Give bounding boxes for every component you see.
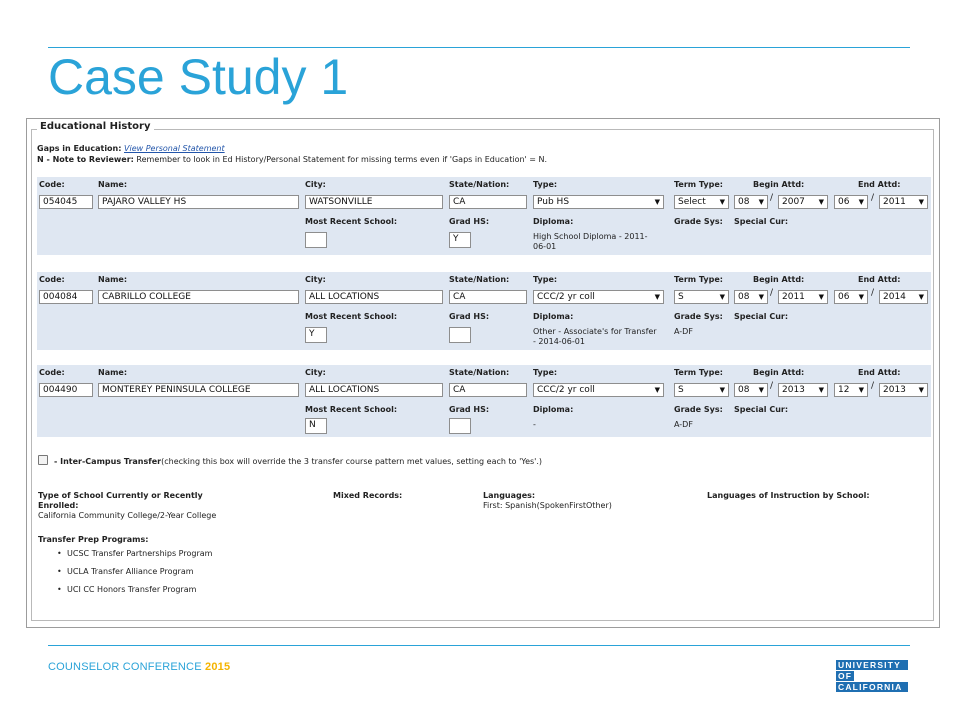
diploma-value-line1: Other - Associate's for Transfer — [533, 327, 657, 336]
dropdown-arrow-icon: ▼ — [858, 198, 864, 206]
most-recent-label: Most Recent School: — [305, 217, 398, 226]
city-input[interactable]: ALL LOCATIONS — [305, 383, 443, 397]
grade-sys-label: Grade Sys: — [674, 312, 723, 321]
city-input[interactable]: WATSONVILLE — [305, 195, 443, 209]
languages-value: First: Spanish(SpokenFirstOther) — [483, 501, 612, 510]
footer-conference-label: COUNSELOR CONFERENCE — [48, 661, 202, 673]
diploma-label: Diploma: — [533, 217, 574, 226]
grad-hs-input[interactable] — [449, 418, 471, 434]
name-label: Name: — [98, 368, 128, 377]
inter-campus-transfer-label: - Inter-Campus Transfer — [54, 457, 162, 466]
logo-line-california: CALIFORNIA — [836, 682, 908, 692]
end-month-value: 06 — [838, 292, 850, 302]
most-recent-label: Most Recent School: — [305, 312, 398, 321]
type-select[interactable] — [533, 290, 664, 304]
name-input[interactable]: PAJARO VALLEY HS — [98, 195, 299, 209]
list-item: • UCI CC Honors Transfer Program — [57, 585, 212, 603]
term-type-value: S — [678, 292, 684, 302]
school-type-label-line1: Type of School Currently or Recently — [38, 491, 203, 500]
dropdown-arrow-icon: ▼ — [858, 386, 864, 394]
name-label: Name: — [98, 275, 128, 284]
gaps-info — [37, 143, 547, 165]
transfer-prep-heading — [38, 535, 148, 545]
code-input[interactable]: 054045 — [39, 195, 93, 209]
term-type-value: S — [678, 385, 684, 395]
uc-logo — [836, 660, 908, 693]
begin-year-value: 2011 — [782, 292, 805, 302]
end-month-value: 06 — [838, 197, 850, 207]
footer-conference — [48, 661, 230, 673]
dropdown-arrow-icon: ▼ — [719, 386, 725, 394]
end-attd-label: End Attd: — [858, 180, 901, 189]
city-input[interactable]: ALL LOCATIONS — [305, 290, 443, 304]
end-month-value: 12 — [838, 385, 850, 395]
begin-month-value: 08 — [738, 385, 750, 395]
list-item: • UCLA Transfer Alliance Program — [57, 567, 212, 585]
grad-hs-label: Grad HS: — [449, 217, 490, 226]
city-label: City: — [305, 180, 326, 189]
name-input[interactable]: MONTEREY PENINSULA COLLEGE — [98, 383, 299, 397]
note-prefix: N - Note to Reviewer: — [37, 155, 134, 164]
term-type-select[interactable] — [674, 195, 729, 209]
type-label: Type: — [533, 180, 558, 189]
begin-month-select[interactable] — [734, 290, 768, 304]
logo-line-of: OF — [838, 671, 853, 681]
term-type-value: Select — [678, 197, 706, 207]
inter-campus-transfer-note: (checking this box will override the 3 transfer course pattern met values, setting each to 'Yes'.) — [161, 457, 543, 466]
languages-label: Languages: — [483, 491, 536, 500]
section-legend: Educational History — [37, 121, 154, 132]
dropdown-arrow-icon: ▼ — [918, 386, 924, 394]
begin-year-select[interactable] — [778, 290, 828, 304]
logo-line-university: UNIVERSITY — [836, 660, 908, 670]
begin-year-value: 2013 — [782, 385, 805, 395]
grad-hs-label: Grad HS: — [449, 312, 490, 321]
begin-month-select[interactable] — [734, 383, 768, 397]
special-cur-label: Special Cur: — [734, 405, 789, 414]
city-label: City: — [305, 275, 326, 284]
end-year-value: 2014 — [883, 292, 906, 302]
dropdown-arrow-icon: ▼ — [719, 198, 725, 206]
state-label: State/Nation: — [449, 180, 510, 189]
term-type-label: Term Type: — [674, 180, 723, 189]
dropdown-arrow-icon: ▼ — [818, 198, 824, 206]
most-recent-input[interactable] — [305, 232, 327, 248]
begin-year-select[interactable] — [778, 383, 828, 397]
city-label: City: — [305, 368, 326, 377]
dropdown-arrow-icon: ▼ — [818, 293, 824, 301]
date-separator: / — [770, 381, 774, 391]
end-month-select[interactable] — [834, 195, 868, 209]
state-input[interactable]: CA — [449, 195, 527, 209]
type-value: CCC/2 yr coll — [537, 292, 595, 302]
date-separator: / — [770, 193, 774, 203]
dropdown-arrow-icon: ▼ — [818, 386, 824, 394]
transfer-prep-label: Transfer Prep Programs: — [38, 535, 149, 544]
term-type-select[interactable] — [674, 290, 729, 304]
grade-sys-label: Grade Sys: — [674, 217, 723, 226]
state-input[interactable]: CA — [449, 383, 527, 397]
begin-year-value: 2007 — [782, 197, 805, 207]
bottom-rule — [48, 645, 910, 646]
list-item: • UCSC Transfer Partnerships Program — [57, 549, 212, 567]
term-type-select[interactable] — [674, 383, 729, 397]
dropdown-arrow-icon: ▼ — [654, 293, 660, 301]
diploma-label: Diploma: — [533, 312, 574, 321]
dropdown-arrow-icon: ▼ — [719, 293, 725, 301]
end-month-select[interactable] — [834, 383, 868, 397]
school-record — [37, 177, 931, 255]
diploma-value-line2: - 2014-06-01 — [533, 337, 585, 346]
view-personal-statement-link[interactable]: View Personal Statement — [124, 144, 225, 153]
inter-campus-transfer-checkbox[interactable] — [38, 455, 48, 465]
school-record — [37, 365, 931, 437]
type-select[interactable] — [533, 195, 664, 209]
school-record — [37, 272, 931, 350]
mixed-records-label: Mixed Records: — [333, 491, 403, 500]
code-input[interactable]: 004084 — [39, 290, 93, 304]
state-label: State/Nation: — [449, 275, 510, 284]
grad-hs-input[interactable] — [449, 327, 471, 343]
languages-block — [483, 491, 612, 511]
term-type-label: Term Type: — [674, 368, 723, 377]
type-select[interactable] — [533, 383, 664, 397]
diploma-value-line1: - — [533, 420, 536, 429]
type-label: Type: — [533, 368, 558, 377]
begin-attd-label: Begin Attd: — [753, 180, 805, 189]
state-label: State/Nation: — [449, 368, 510, 377]
end-attd-label: End Attd: — [858, 368, 901, 377]
begin-month-select[interactable] — [734, 195, 768, 209]
dropdown-arrow-icon: ▼ — [758, 198, 764, 206]
transfer-prep-list — [57, 549, 212, 603]
code-label: Code: — [39, 275, 65, 284]
name-input[interactable]: CABRILLO COLLEGE — [98, 290, 299, 304]
diploma-value-line1: High School Diploma - 2011- — [533, 232, 648, 241]
most-recent-label: Most Recent School: — [305, 405, 398, 414]
term-type-label: Term Type: — [674, 275, 723, 284]
date-separator: / — [770, 288, 774, 298]
type-label: Type: — [533, 275, 558, 284]
begin-attd-label: Begin Attd: — [753, 275, 805, 284]
grade-sys-value: A-DF — [674, 420, 693, 429]
diploma-value-line2: 06-01 — [533, 242, 557, 251]
most-recent-input[interactable]: N — [305, 418, 327, 434]
school-type-label-line2: Enrolled: — [38, 501, 79, 510]
slide-title: Case Study 1 — [48, 49, 349, 105]
mixed-records-block — [333, 491, 402, 501]
note-text: Remember to look in Ed History/Personal Statement for missing terms even if 'Gaps in Education' = N. — [136, 155, 548, 164]
diploma-label: Diploma: — [533, 405, 574, 414]
end-month-select[interactable] — [834, 290, 868, 304]
dropdown-arrow-icon: ▼ — [858, 293, 864, 301]
dropdown-arrow-icon: ▼ — [654, 198, 660, 206]
end-year-select[interactable] — [879, 195, 928, 209]
dropdown-arrow-icon: ▼ — [918, 198, 924, 206]
top-rule — [48, 47, 910, 48]
end-year-value: 2013 — [883, 385, 906, 395]
end-attd-label: End Attd: — [858, 275, 901, 284]
type-value: CCC/2 yr coll — [537, 385, 595, 395]
date-separator: / — [871, 193, 875, 203]
end-year-select[interactable] — [879, 383, 928, 397]
code-label: Code: — [39, 180, 65, 189]
date-separator: / — [871, 288, 875, 298]
dropdown-arrow-icon: ▼ — [918, 293, 924, 301]
end-year-select[interactable] — [879, 290, 928, 304]
begin-attd-label: Begin Attd: — [753, 368, 805, 377]
school-type-block — [38, 491, 216, 521]
end-year-value: 2011 — [883, 197, 906, 207]
languages-of-instruction-block — [707, 491, 870, 501]
grad-hs-label: Grad HS: — [449, 405, 490, 414]
educational-history-screenshot — [26, 118, 940, 628]
begin-month-value: 08 — [738, 197, 750, 207]
dropdown-arrow-icon: ▼ — [758, 293, 764, 301]
languages-of-instruction-label: Languages of Instruction by School: — [707, 491, 870, 500]
gaps-label: Gaps in Education: — [37, 144, 122, 153]
begin-month-value: 08 — [738, 292, 750, 302]
name-label: Name: — [98, 180, 128, 189]
grade-sys-value: A-DF — [674, 327, 693, 336]
most-recent-input[interactable]: Y — [305, 327, 327, 343]
begin-year-select[interactable] — [778, 195, 828, 209]
date-separator: / — [871, 381, 875, 391]
special-cur-label: Special Cur: — [734, 312, 789, 321]
type-value: Pub HS — [537, 197, 570, 207]
footer-year: 2015 — [205, 661, 231, 673]
grade-sys-label: Grade Sys: — [674, 405, 723, 414]
school-type-value: California Community College/2-Year College — [38, 511, 217, 520]
dropdown-arrow-icon: ▼ — [654, 386, 660, 394]
dropdown-arrow-icon: ▼ — [758, 386, 764, 394]
state-input[interactable]: CA — [449, 290, 527, 304]
code-label: Code: — [39, 368, 65, 377]
inter-campus-transfer-row — [38, 455, 542, 466]
special-cur-label: Special Cur: — [734, 217, 789, 226]
grad-hs-input[interactable]: Y — [449, 232, 471, 248]
code-input[interactable]: 004490 — [39, 383, 93, 397]
